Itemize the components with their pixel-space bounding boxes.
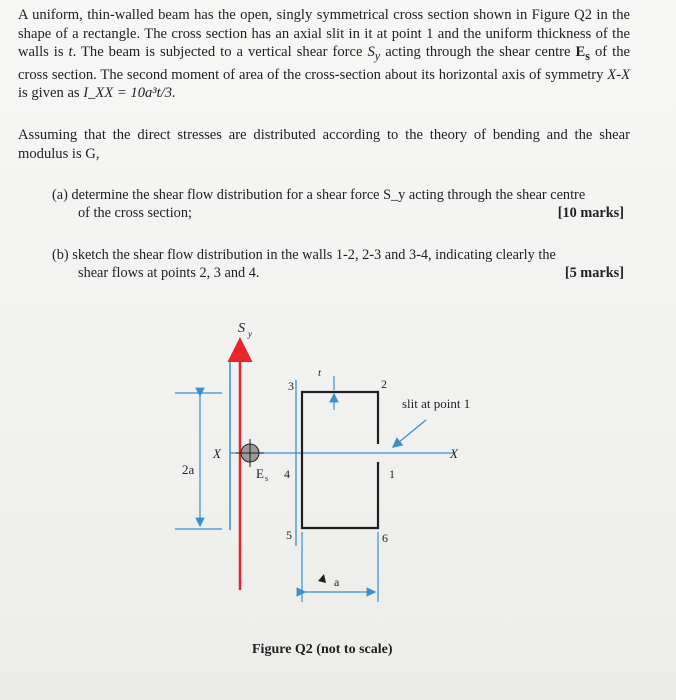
text-run: . The beam is subjected to a vertical shear force: [72, 44, 368, 61]
t-label: t: [318, 367, 322, 379]
text-run: E: [575, 44, 586, 61]
text-run: s: [585, 49, 590, 64]
text-run: acting through the shear centre: [380, 44, 576, 61]
part-text: of the cross section;: [78, 205, 192, 221]
text-run: A uniform, thin-walled beam has the open, singly symmetrical cross section shown in Figure Q2 in the shape of a rectangle. The cross section has an axial slit in it at point 1 and the uniform thickness of the walls is: [18, 7, 630, 61]
figure-caption: Figure Q2 (not to scale): [252, 642, 393, 657]
part-text: determine the shear flow distribution for a shear force S_y acting through the shear centre: [71, 187, 586, 203]
part-text: sketch the shear flow distribution in the walls 1-2, 2-3 and 3-4, indicating clearly the: [72, 247, 556, 263]
part-text: shear flows at points 2, 3 and 4.: [78, 265, 260, 281]
point-5: 5: [286, 528, 292, 542]
point-6: 6: [382, 531, 388, 545]
dimension-a: [302, 532, 378, 602]
formula: I_XX = 10a³t/3.: [83, 85, 176, 102]
text-run: S: [367, 44, 375, 61]
shear-centre-label: E: [256, 466, 264, 481]
text-run: t: [68, 44, 73, 61]
shear-centre-sub: s: [265, 474, 269, 483]
text-run: is given as: [18, 85, 84, 102]
marks-badge: [5 marks]: [564, 265, 624, 281]
dim-a-label: a: [334, 575, 340, 589]
question-paragraph-2: Assuming that the direct stresses are distributed according to the theory of bending and the shear modulus is G,: [18, 127, 630, 162]
point-1: 1: [389, 467, 395, 481]
dim-2a-label: 2a: [182, 462, 195, 477]
part-label: (a): [52, 187, 68, 203]
point-3: 3: [288, 379, 294, 393]
axis-x-left: X: [213, 446, 221, 461]
slit-arrow: [393, 420, 426, 447]
dimension-2a: [175, 393, 222, 529]
point-4: 4: [284, 467, 290, 481]
axis-x-right: X: [450, 446, 458, 461]
force-sub: y: [248, 329, 252, 339]
section-walls: [302, 392, 378, 528]
text-run: of the cross section. The second moment of area of the cross-section about its horizontal axis of symmetry: [18, 44, 630, 83]
text-run: y: [374, 49, 381, 64]
text-run: X-X: [607, 66, 630, 83]
part-label: (b): [52, 247, 69, 263]
marks-badge: [10 marks]: [557, 205, 624, 221]
point-2: 2: [381, 377, 387, 391]
slit-label: slit at point 1: [402, 396, 471, 411]
force-label: S: [238, 321, 245, 336]
